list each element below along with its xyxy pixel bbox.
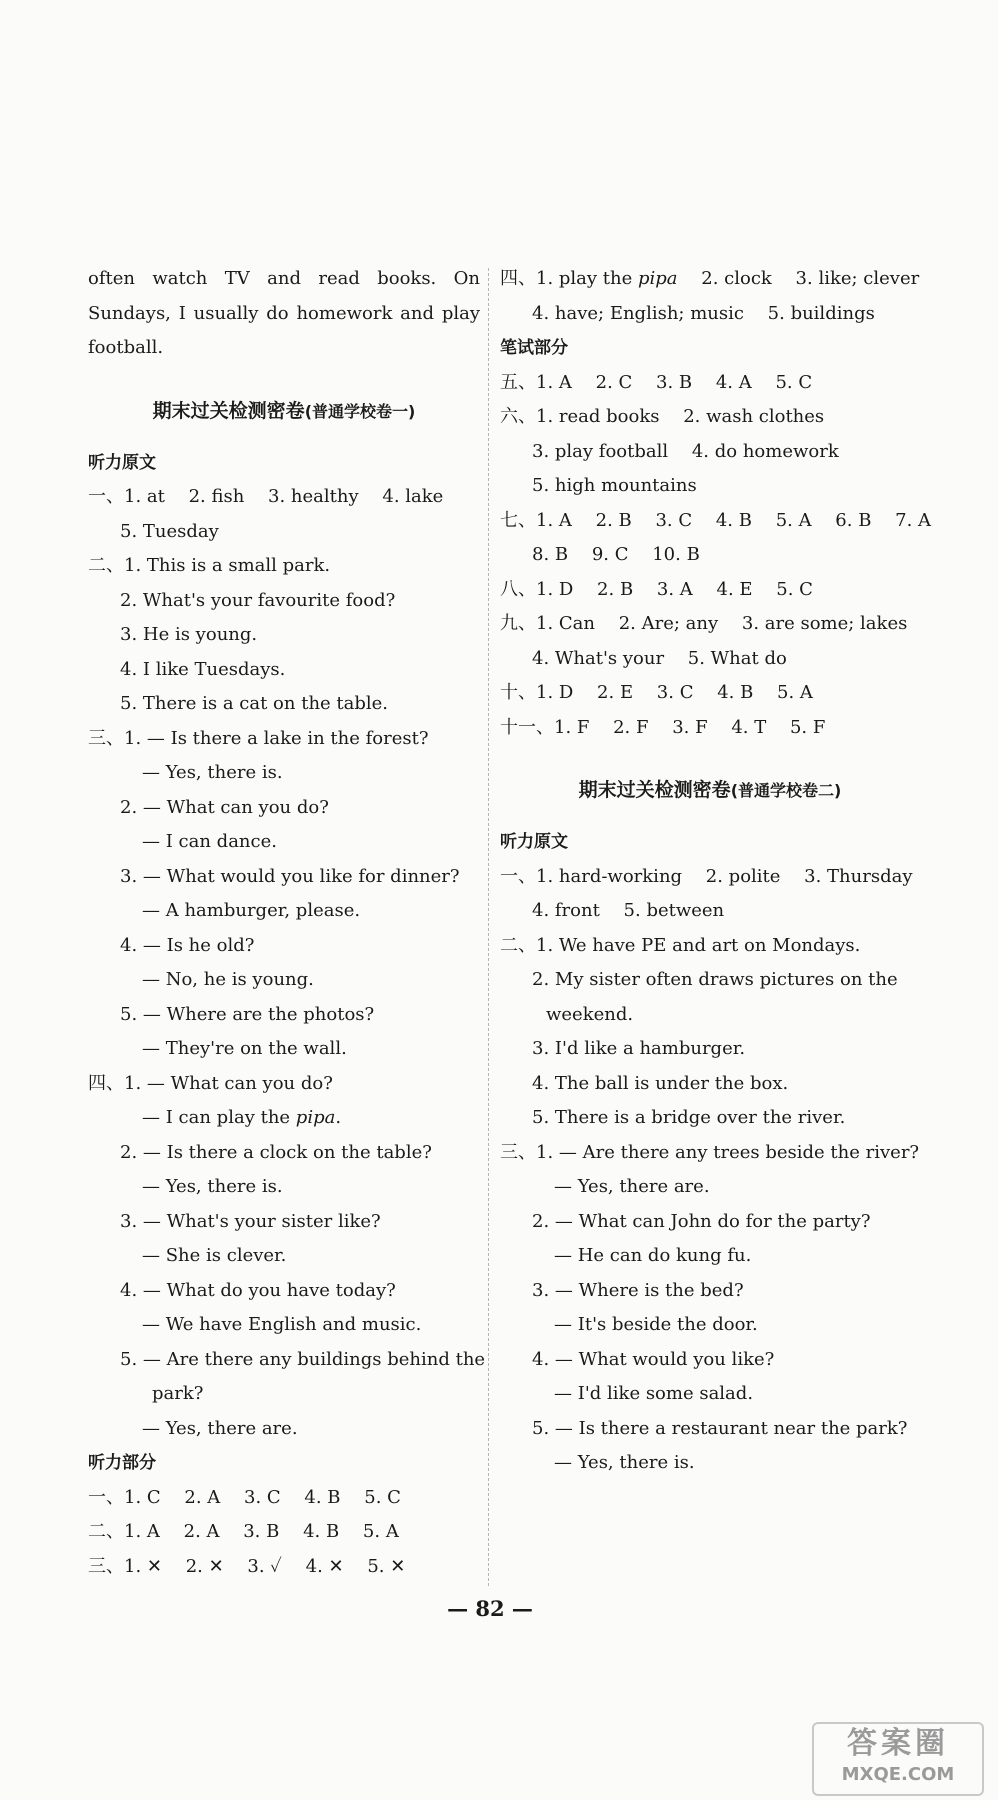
script-line: 5. — Is there a restaurant near the park?: [532, 1417, 908, 1439]
answer-line: 一、1. C 2. A 3. C 4. B 5. C: [88, 1486, 401, 1508]
right-column: [500, 262, 932, 1481]
listening-answers-heading: 听力部分: [88, 1453, 156, 1473]
script-line: 5. — Where are the photos?: [120, 1003, 375, 1025]
script-line: — It's beside the door.: [554, 1314, 758, 1335]
answer-line: 十一、1. F 2. F 3. F 4. T 5. F: [500, 716, 826, 738]
script-line: — They're on the wall.: [142, 1038, 347, 1059]
script-line: — I'd like some salad.: [554, 1383, 754, 1404]
script-line: 一、1. hard-working 2. polite 3. Thursday: [500, 865, 913, 887]
script-line: 一、1. at 2. fish 3. healthy 4. lake: [88, 486, 444, 507]
answer-line: 六、1. read books 2. wash clothes: [500, 406, 825, 427]
script-line: — I can play the pipa.: [142, 1107, 342, 1128]
script-line: 二、1. We have PE and art on Mondays.: [500, 934, 861, 956]
script-line: weekend.: [546, 1003, 634, 1025]
answer-line: 十、1. D 2. E 3. C 4. B 5. A: [500, 682, 813, 703]
script-line: 5. Tuesday: [120, 520, 219, 542]
script-line: — Yes, there is.: [142, 1176, 283, 1197]
script-line: 2. — What can you do?: [120, 796, 329, 818]
answer-line: 4. have; English; music 5. buildings: [532, 302, 875, 324]
watermark-logo: 答案圈 MXQE.COM: [812, 1722, 984, 1796]
script-line: 4. front 5. between: [532, 900, 725, 921]
answer-line: 七、1. A 2. B 3. C 4. B 5. A 6. B 7. A: [500, 509, 932, 531]
intro-paragraph: often watch TV and read books. On Sundays, I usually do homework and play football.: [88, 268, 480, 358]
answer-line: 二、1. A 2. A 3. B 4. B 5. A: [88, 1521, 399, 1542]
script-line: — No, he is young.: [142, 969, 314, 990]
script-line: 2. — What can John do for the party?: [532, 1210, 871, 1232]
script-line: 4. — What do you have today?: [120, 1279, 396, 1301]
script-line: 4. — Is he old?: [120, 934, 255, 956]
script-line: 四、1. — What can you do?: [88, 1072, 333, 1094]
answer-line: 5. high mountains: [532, 475, 697, 496]
script-line: 3. — What's your sister like?: [120, 1210, 381, 1232]
column-divider: [488, 268, 489, 1586]
script-line: — Yes, there are.: [554, 1176, 710, 1197]
pipa-word: pipa: [295, 1107, 336, 1128]
answer-line: 四、1. play the pipa 2. clock 3. like; clever: [500, 268, 920, 289]
script-line: 2. My sister often draws pictures on the: [532, 969, 898, 990]
script-line: — She is clever.: [142, 1245, 287, 1266]
script-line: — A hamburger, please.: [142, 900, 361, 921]
script-line: 2. What's your favourite food?: [120, 589, 396, 611]
listening-script-heading: 听力原文: [88, 452, 156, 473]
script-line: — We have English and music.: [142, 1314, 422, 1335]
script-line: 5. There is a cat on the table.: [120, 693, 389, 714]
section-title-1: 期末过关检测密卷(普通学校卷一): [152, 399, 416, 422]
script-line: 2. — Is there a clock on the table?: [120, 1141, 432, 1163]
answer-line: 八、1. D 2. B 3. A 4. E 5. C: [500, 578, 813, 600]
script-line: 4. The ball is under the box.: [532, 1072, 789, 1094]
answer-line: 九、1. Can 2. Are; any 3. are some; lakes: [500, 613, 908, 634]
script-line: — Yes, there are.: [142, 1417, 298, 1439]
script-line: 二、1. This is a small park.: [88, 555, 331, 576]
script-line: 3. — Where is the bed?: [532, 1279, 744, 1301]
listening-script-heading: 听力原文: [500, 832, 568, 852]
script-line: 三、1. — Are there any trees beside the river?: [500, 1141, 920, 1163]
answer-line: 3. play football 4. do homework: [532, 440, 839, 462]
script-line: — Yes, there is.: [142, 762, 283, 783]
answer-line: 三、1. ✕ 2. ✕ 3. ✓ 4. ✕ 5. ✕: [88, 1555, 406, 1577]
answer-line: 8. B 9. C 10. B: [532, 544, 700, 565]
answer-line: 五、1. A 2. C 3. B 4. A 5. C: [500, 371, 813, 393]
script-line: — He can do kung fu.: [554, 1245, 752, 1266]
page-number: — 82 —: [447, 1596, 533, 1621]
script-line: 3. — What would you like for dinner?: [120, 865, 460, 887]
script-line: park?: [152, 1383, 204, 1404]
section-title-2: 期末过关检测密卷(普通学校卷二): [578, 779, 842, 801]
left-column: [88, 262, 486, 1584]
script-line: 4. — What would you like?: [532, 1348, 775, 1370]
script-line: 5. — Are there any buildings behind the: [120, 1348, 486, 1370]
script-line: 3. I'd like a hamburger.: [532, 1038, 746, 1059]
script-line: 三、1. — Is there a lake in the forest?: [88, 727, 429, 749]
script-line: 3. He is young.: [120, 624, 258, 645]
pipa-word: pipa: [638, 268, 678, 289]
answer-line: 4. What's your 5. What do: [532, 647, 787, 669]
written-part-heading: 笔试部分: [500, 338, 568, 358]
script-line: 4. I like Tuesdays.: [120, 658, 286, 680]
script-line: 5. There is a bridge over the river.: [532, 1107, 846, 1128]
script-line: — Yes, there is.: [554, 1452, 695, 1473]
script-line: — I can dance.: [142, 831, 277, 852]
